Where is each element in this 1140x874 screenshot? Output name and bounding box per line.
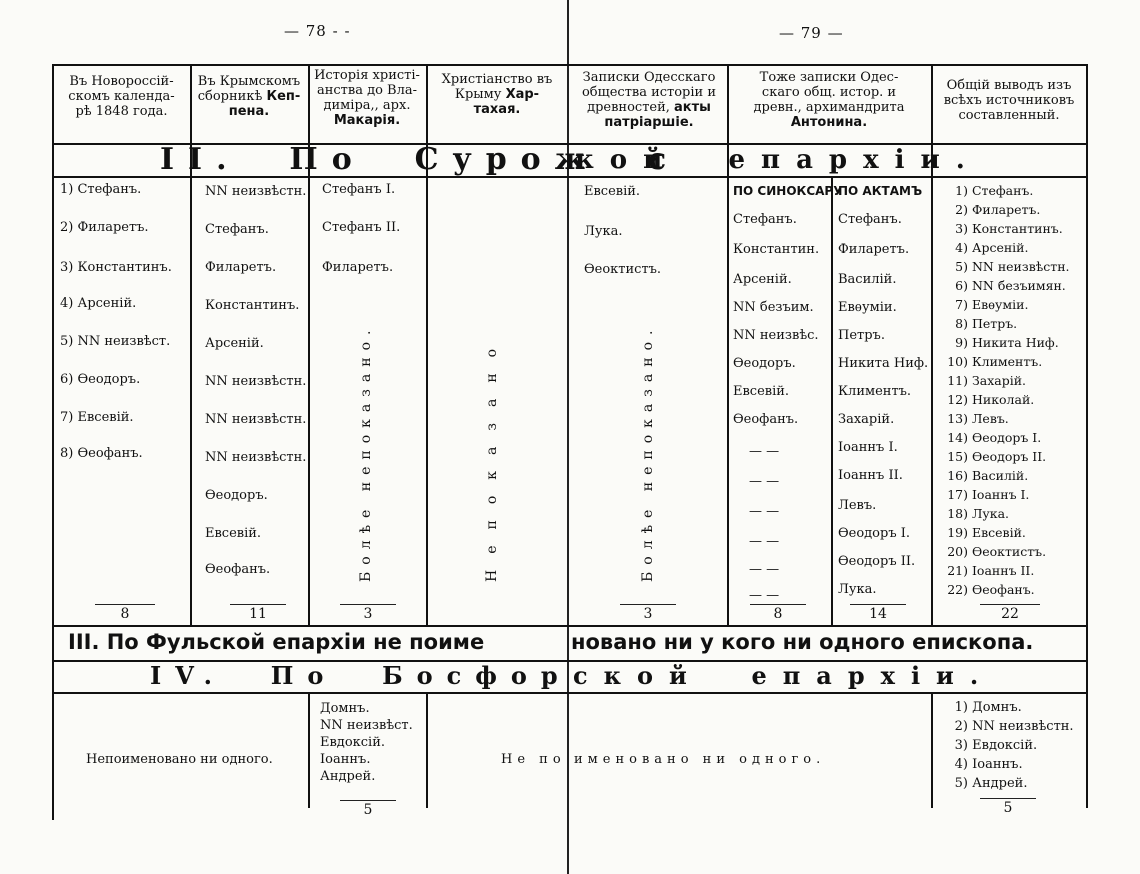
total-col3: 3 <box>363 606 373 622</box>
list-item: Лука. <box>584 224 623 239</box>
section2-title-right: кой епархіи. <box>575 145 981 175</box>
list-item: 19) Евсевій. <box>947 525 1026 540</box>
list-item: — — <box>749 588 780 603</box>
header-col3: Исторія христі- анства до Вла- диміра,, арх. Макарія. <box>314 68 420 128</box>
list-item: NN безъим. <box>733 300 814 315</box>
list-item: 18) Лука. <box>947 506 1010 521</box>
list-item: Іоаннъ II. <box>838 468 903 483</box>
header-col1: Въ Новороссій- скомъ календа- рѣ 1848 года. <box>68 74 175 119</box>
page-number-left: — 78 - - <box>284 22 351 40</box>
bosp-col3-list <box>320 700 425 785</box>
list-item: Евсевій. <box>733 384 790 399</box>
list-item: Евсевій. <box>205 526 262 541</box>
list-item: — — <box>749 562 780 577</box>
header-col2: Въ Крымскомъ сборникѣ Кеп- пена. <box>197 74 301 119</box>
bosp-col7-list <box>940 698 1086 793</box>
col-divider-6 <box>831 176 833 626</box>
total-rule-c6b <box>850 604 906 605</box>
bosp-total-rule-c7 <box>980 798 1036 799</box>
list-item: Ѳеофанъ. <box>205 562 271 577</box>
list-item: Іоаннъ. <box>320 752 371 767</box>
list-item: Филаретъ. <box>205 260 277 275</box>
total-col7: 22 <box>1001 606 1019 622</box>
list-item: Константинъ. <box>205 298 300 313</box>
bosp-total-col3: 5 <box>363 802 373 818</box>
list-item: — — <box>749 534 780 549</box>
list-item: — — <box>749 504 780 519</box>
list-item: 9) Никита Ниф. <box>955 335 1059 350</box>
list-item: 20) Ѳеоктистъ. <box>947 544 1047 559</box>
list-item: Евдоксій. <box>320 735 385 750</box>
list-item: Евѳуміи. <box>838 300 897 315</box>
total-rule-c3 <box>340 604 396 605</box>
list-item: 3) Константинъ. <box>955 221 1063 236</box>
list-item: Захарій. <box>838 412 895 427</box>
header-col7: Общій выводъ изъ всѣхъ источниковъ составленный. <box>943 78 1075 123</box>
list-item: Іоаннъ I. <box>838 440 898 455</box>
col-divider-right <box>1086 64 1088 808</box>
bosp-mid-note-right: именовано ни одного. <box>574 752 826 767</box>
list-item: 17) Іоаннъ I. <box>947 487 1030 502</box>
list-item: NN неизвѣстн. <box>205 374 307 389</box>
header-col5: Записки Одесскаго общества исторіи и древностей, акты патріаршіе. <box>581 70 716 130</box>
list-item: 7) Евѳуміи. <box>955 297 1029 312</box>
list-item: Климентъ. <box>838 384 912 399</box>
bosp-mid-note-left: Не по <box>501 752 566 767</box>
list-item: Ѳеодоръ. <box>733 356 796 371</box>
total-rule-c5 <box>620 604 676 605</box>
list-item: 5) NN неизвѣстн. <box>955 259 1070 274</box>
list-item: Евсевій. <box>584 184 641 199</box>
header-col4: Христіанство въ Крыму Хар- тахая. <box>441 72 553 117</box>
list-item: Филаретъ. <box>322 260 394 275</box>
total-col6b: 14 <box>869 606 887 622</box>
col5-vertical-note: Болѣе непоказано. <box>640 323 656 582</box>
list-item: 7) Евсевій. <box>60 410 134 425</box>
col6b-heading: ПО АКТАМЪ <box>838 184 923 198</box>
list-item: Петръ. <box>838 328 885 343</box>
list-item: Ѳеофанъ. <box>733 412 799 427</box>
total-rule-c2 <box>230 604 286 605</box>
list-item: NN неизвѣстн. <box>205 412 307 427</box>
list-item: 15) Ѳеодоръ II. <box>947 449 1047 464</box>
list-item: 6) Ѳеодоръ. <box>60 372 141 387</box>
col-divider-3b <box>426 692 428 808</box>
list-item: 21) Іоаннъ II. <box>947 563 1035 578</box>
list-item: 1) Стефанъ. <box>60 182 142 197</box>
total-col2: 11 <box>249 606 267 622</box>
bosp-col1-note: Непоименовано ни одного. <box>86 752 273 767</box>
list-item: 4) Іоаннъ. <box>954 757 1023 772</box>
section4-title-left: IV. По Босфор <box>150 661 572 690</box>
list-item: 10) Климентъ. <box>947 354 1043 369</box>
list-item: Арсеній. <box>205 336 264 351</box>
book-gutter <box>567 0 569 874</box>
list-item: Константин. <box>733 242 820 257</box>
total-col6a: 8 <box>773 606 783 622</box>
list-item: 3) Евдоксій. <box>954 738 1038 753</box>
list-item: Арсеній. <box>733 272 792 287</box>
list-item: 11) Захарій. <box>947 373 1027 388</box>
list-item: NN неизвѣс. <box>733 328 819 343</box>
list-item: 2) Филаретъ. <box>60 220 149 235</box>
list-item: Филаретъ. <box>838 242 910 257</box>
section4-title-right: ской епархіи. <box>573 661 995 690</box>
header-col6: Тоже записки Одес- скаго общ. истор. и древн., архимандрита Антонина. <box>753 70 905 130</box>
col6a-heading: ПО СИНОКСАРУ <box>733 184 843 198</box>
list-item: Андрей. <box>320 769 376 784</box>
list-item: Ѳеодоръ. <box>205 488 268 503</box>
list-item: Никита Ниф. <box>838 356 929 371</box>
list-item: — — <box>749 444 780 459</box>
list-item: 16) Василій. <box>947 468 1029 483</box>
total-col1: 8 <box>120 606 130 622</box>
col4-vertical-note: Непоказано <box>484 332 500 582</box>
bosp-total-col7: 5 <box>1003 800 1013 816</box>
list-item: NN неизвѣст. <box>320 718 413 733</box>
total-col5: 3 <box>643 606 653 622</box>
list-item: NN неизвѣстн. <box>205 184 307 199</box>
list-item: 5) NN неизвѣст. <box>60 334 171 349</box>
list-item: 13) Левъ. <box>947 411 1009 426</box>
list-item: Ѳеодоръ II. <box>838 554 916 569</box>
list-item: Домнъ. <box>320 701 370 716</box>
list-item: 4) Арсеній. <box>60 296 137 311</box>
list-item: NN неизвѣстн. <box>205 450 307 465</box>
list-item: Стефанъ II. <box>322 220 401 235</box>
list-item: Стефанъ. <box>205 222 269 237</box>
list-item: — — <box>749 474 780 489</box>
list-item: 1) Домнъ. <box>954 700 1022 715</box>
col-divider-2b <box>308 692 310 808</box>
list-item: Стефанъ I. <box>322 182 396 197</box>
col-divider-0 <box>52 64 54 820</box>
total-rule-c6a <box>750 604 806 605</box>
total-rule-c1 <box>95 604 155 605</box>
list-item: 2) Филаретъ. <box>955 202 1041 217</box>
list-item: 22) Ѳеофанъ. <box>947 582 1035 597</box>
list-item: 4) Арсеній. <box>955 240 1029 255</box>
list-item: Левъ. <box>838 498 877 513</box>
list-item: 14) Ѳеодоръ I. <box>947 430 1042 445</box>
list-item: 8) Петръ. <box>955 316 1018 331</box>
list-item: Лука. <box>838 582 877 597</box>
list-item: Василій. <box>838 272 897 287</box>
section3-text-left: III. По Фульской епархіи не поиме <box>68 630 485 654</box>
list-item: 12) Николай. <box>947 392 1035 407</box>
list-item: Ѳеоктистъ. <box>584 262 662 277</box>
list-item: Стефанъ. <box>838 212 902 227</box>
list-item: 2) NN неизвѣстн. <box>954 719 1074 734</box>
list-item: 3) Константинъ. <box>60 260 172 275</box>
list-item: 5) Андрей. <box>954 776 1028 791</box>
list-item: Стефанъ. <box>733 212 797 227</box>
list-item: Ѳеодоръ I. <box>838 526 911 541</box>
bosp-total-rule-c3 <box>340 800 396 801</box>
col3-vertical-note: Болѣе непоказано. <box>358 323 374 582</box>
section2-title-left: II. По Сурож с <box>160 142 681 177</box>
page-number-right: — 79 — <box>779 24 844 42</box>
list-item: 8) Ѳеофанъ. <box>60 446 143 461</box>
list-item: 1) Стефанъ. <box>955 183 1034 198</box>
list-item: 6) NN безъимян. <box>955 278 1066 293</box>
section3-text-right: новано ни у кого ни одного епископа. <box>571 630 1034 654</box>
total-rule-c7 <box>980 604 1040 605</box>
col-divider-7b <box>931 692 933 808</box>
